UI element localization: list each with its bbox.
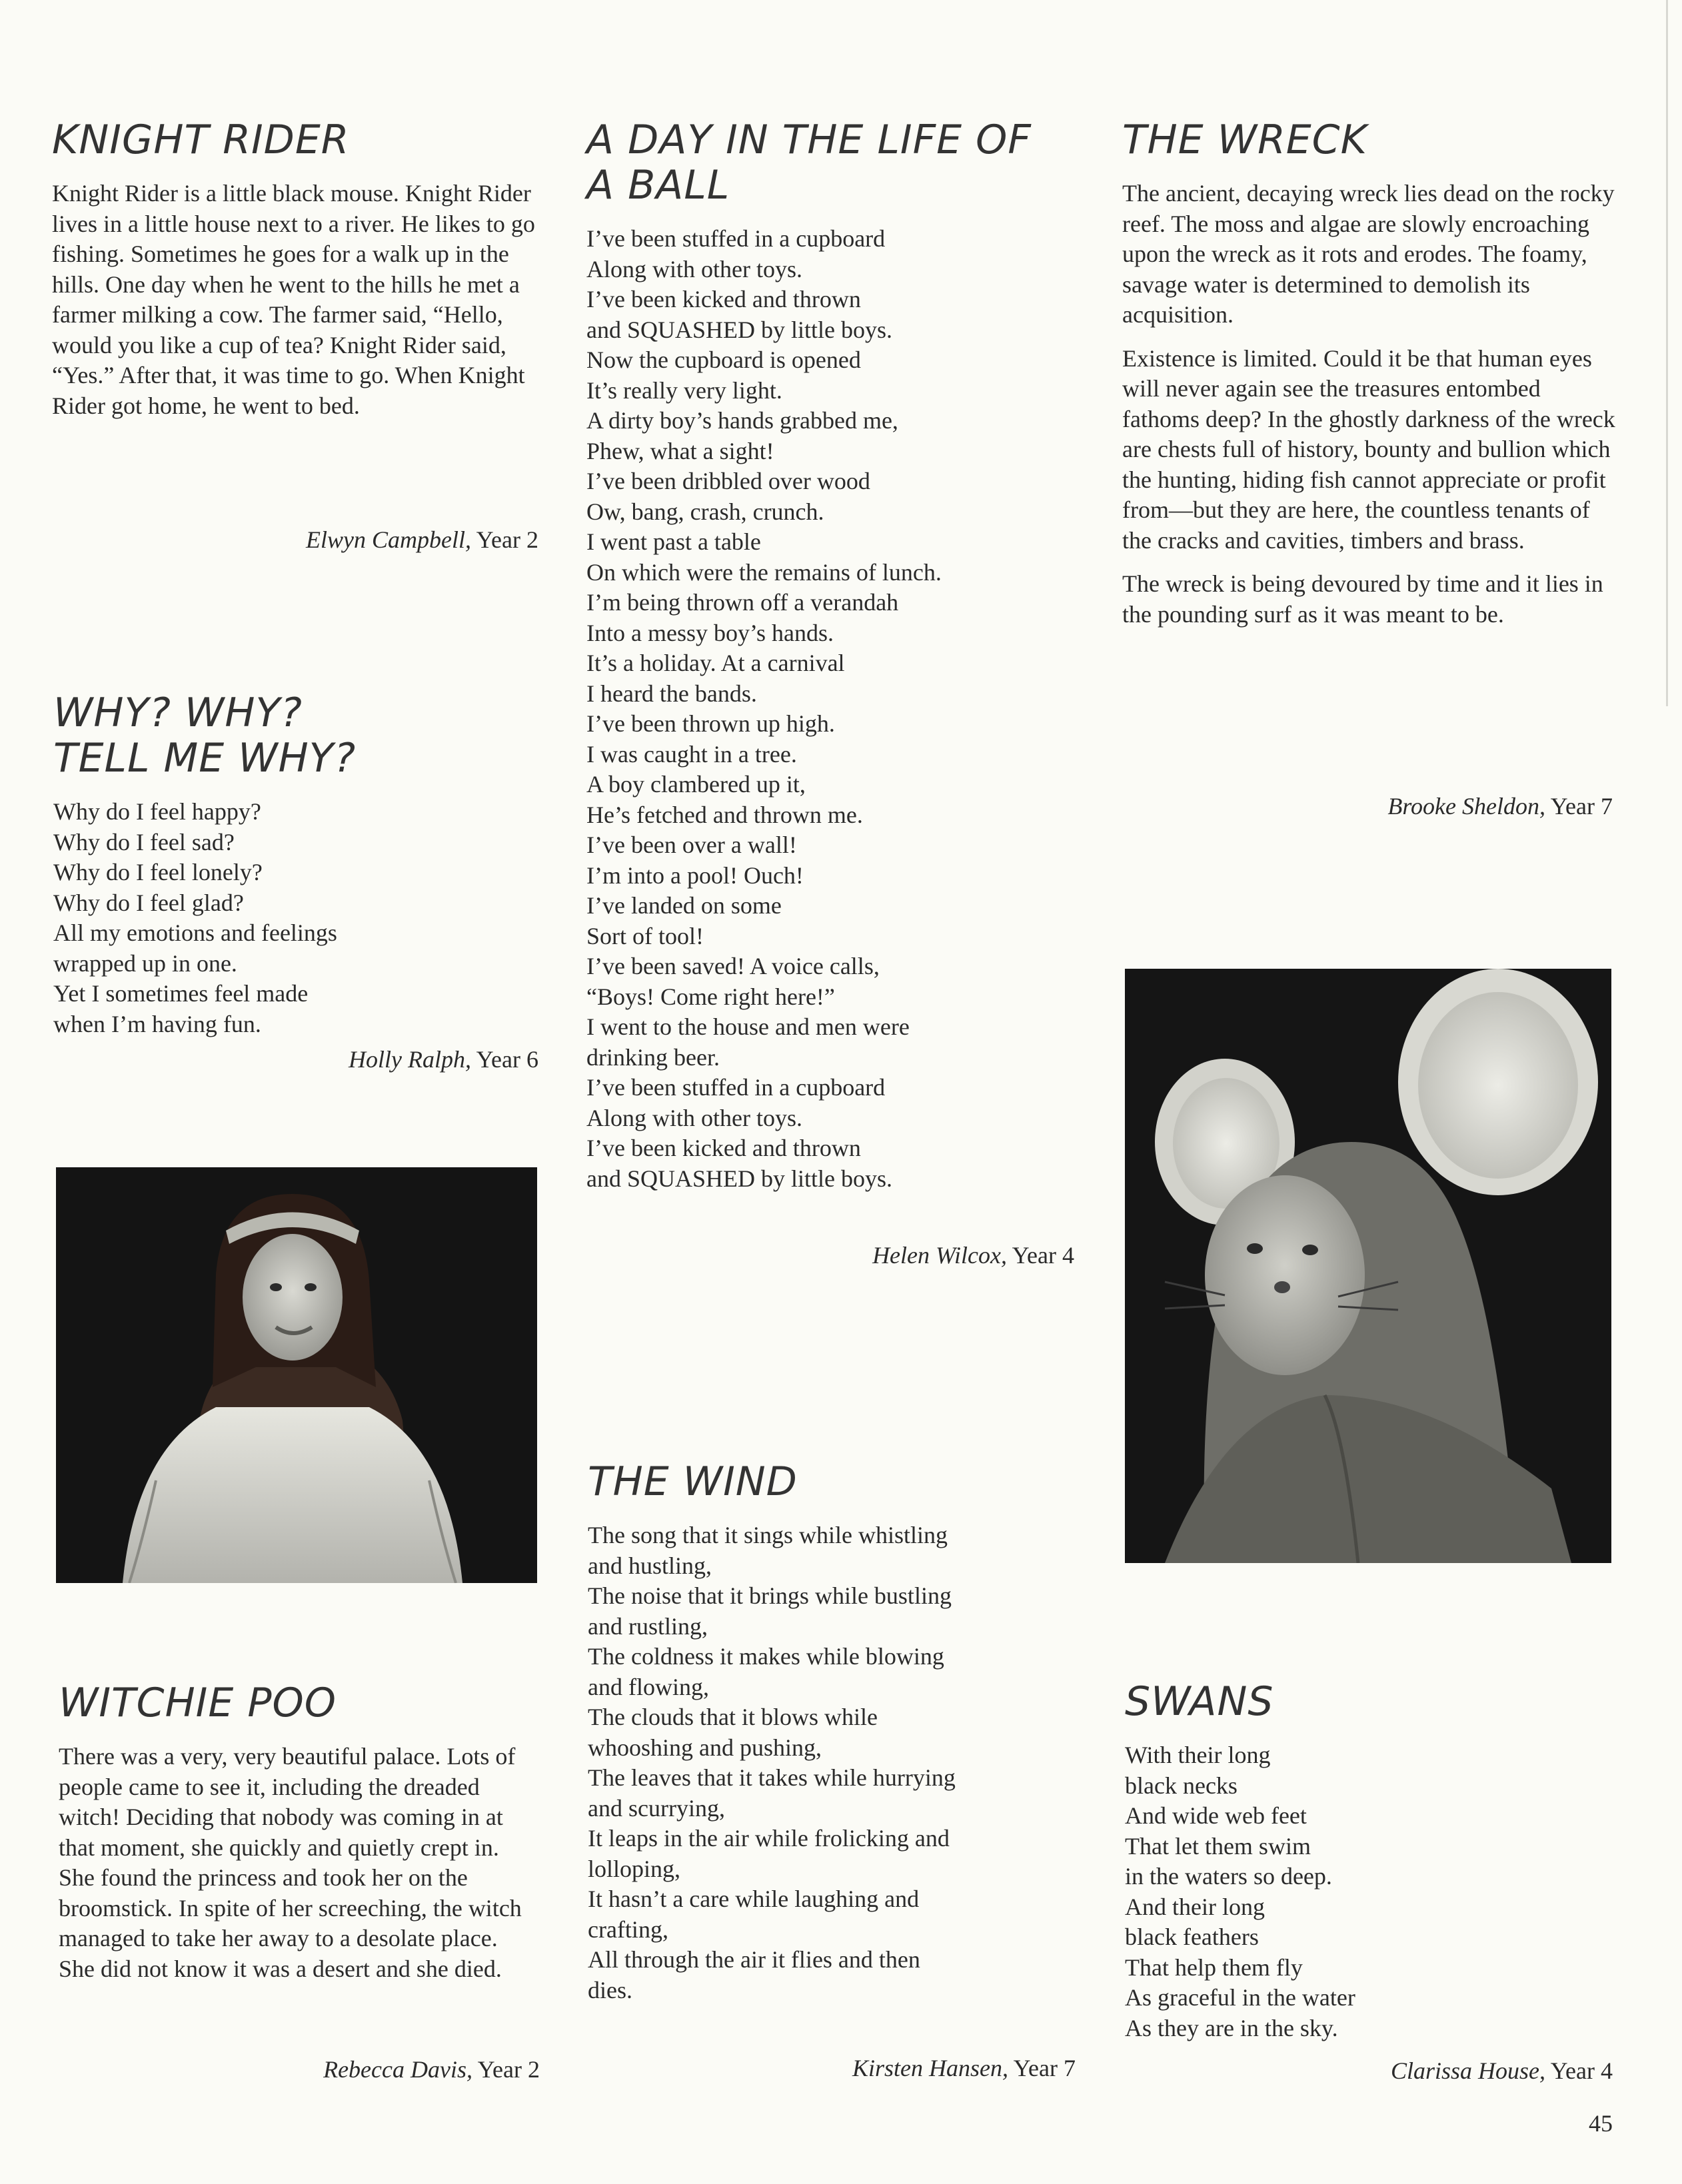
poem-line: when I’m having fun. [53, 1010, 261, 1037]
princess-photo [56, 1167, 537, 1583]
knight-rider-paragraph: Knight Rider is a little black mouse. Knight Rider lives in a little house next to a river. He likes to go fishing. Sometimes he goes for a walk up in the hills. One day when he went to the hills he met a farmer milking a cow. The farmer said, “Hello, would you like a cup of tea? Knight Rider said, “Yes.” After that, it was time to go. When Knight Rider got home, he went to bed. [52, 180, 535, 419]
knight-rider-credit [306, 525, 538, 554]
poem-line: Why do I feel happy? [53, 798, 261, 825]
poem-line: lolloping, [588, 1855, 681, 1882]
witchie-poo-body [59, 1742, 538, 1984]
poem-line: Along with other toys. [586, 1104, 802, 1131]
why-credit [349, 1045, 538, 1074]
knight-rider-year: Year 2 [476, 526, 538, 553]
scan-edge-line [1666, 0, 1668, 706]
poem-line: The song that it sings while whistling [588, 1522, 948, 1548]
poem-line: That help them fly [1125, 1953, 1303, 1981]
poem-line: As graceful in the water [1125, 1984, 1355, 2011]
wreck-paragraph: The wreck is being devoured by time and it lies in the pounding surf as it was meant to be. [1122, 570, 1603, 628]
witchie-poo-paragraph: There was a very, very beautiful palace. Lots of people came to see it, including the dreaded witch! Deciding that nobody was coming in at that moment, she quickly and quietly crept in. She found the princess and took her on the broomstick. In spite of her screeching, the witch managed to take her away to a desolate place. She did not know it was a desert and she died. [59, 1743, 522, 1982]
wreck-title: THE WRECK [1122, 117, 1367, 163]
swans-credit [1391, 2056, 1613, 2085]
poem-line: Why do I feel lonely? [53, 859, 263, 885]
poem-line: Why do I feel sad? [53, 828, 235, 855]
witchie-poo-author: Rebecca Davis, [323, 2056, 472, 2083]
witchie-poo-credit [323, 2055, 540, 2084]
wreck-year: Year 7 [1550, 793, 1613, 819]
poem-line: A boy clambered up it, [586, 771, 806, 798]
wind-credit [852, 2053, 1076, 2083]
witchie-poo-title: WITCHIE POO [59, 1680, 337, 1726]
why-year: Year 6 [476, 1046, 538, 1073]
poem-line: drinking beer. [586, 1043, 720, 1071]
poem-line: A dirty boy’s hands grabbed me, [586, 407, 898, 434]
poem-line: in the waters so deep. [1125, 1863, 1332, 1890]
poem-line: The leaves that it takes while hurrying [588, 1764, 956, 1791]
ball-piece [586, 117, 1093, 1194]
poem-line: I was caught in a tree. [586, 740, 797, 768]
wreck-paragraph: Existence is limited. Could it be that human eyes will never again see the treasures entombed fathoms deep? In the ghostly darkness of the wreck are chests full of history, bounty and bullion which the hunting, hiding fish cannot appreciate or profit from—but they are here, the countless tenants of the cracks and cavities, timbers and brass. [1122, 344, 1615, 554]
poem-line: I’ve landed on some [586, 892, 782, 919]
poem-line: Now the cupboard is opened [586, 346, 861, 373]
witchie-poo-piece [59, 1680, 538, 1997]
poem-line: crafting, [588, 1915, 668, 1943]
poem-line: The clouds that it blows while [588, 1704, 878, 1730]
poem-line: Along with other toys. [586, 255, 802, 282]
why-author: Holly Ralph, [349, 1046, 471, 1073]
poem-line: and scurrying, [588, 1794, 725, 1822]
wind-title: THE WIND [588, 1458, 798, 1505]
poem-line: and SQUASHED by little boys. [586, 316, 892, 343]
poem-line: wrapped up in one. [53, 949, 237, 977]
poem-line: Why do I feel glad? [53, 889, 244, 916]
poem-line: The coldness it makes while blowing [588, 1643, 944, 1670]
wreck-author: Brooke Sheldon, [1387, 793, 1545, 819]
why-title-line1: WHY? WHY? [53, 690, 303, 736]
why-piece [53, 690, 546, 1039]
ball-title-line2: A BALL [586, 162, 730, 209]
poem-line: I’ve been saved! A voice calls, [586, 953, 880, 979]
knight-rider-author: Elwyn Campbell, [306, 526, 471, 553]
swans-poem [1125, 1740, 1618, 2043]
swans-title: SWANS [1125, 1678, 1274, 1725]
poem-line: All my emotions and feelings [53, 919, 337, 946]
poem-line: I’ve been kicked and thrown [586, 286, 861, 312]
knight-rider-body [52, 179, 545, 421]
poem-line: It’s really very light. [586, 376, 782, 404]
poem-line: The noise that it brings while bustling [588, 1582, 952, 1609]
page-number: 45 [1589, 2110, 1613, 2137]
wreck-piece [1122, 117, 1615, 643]
knight-rider-piece [52, 117, 545, 434]
poem-line: With their long [1125, 1742, 1271, 1768]
poem-line: Yet I sometimes feel made [53, 980, 309, 1007]
mouse-costume-photo-image [1125, 969, 1611, 1563]
poem-line: And their long [1125, 1893, 1265, 1920]
wind-piece [588, 1459, 1094, 2005]
wind-year: Year 7 [1013, 2055, 1076, 2081]
wreck-credit [1387, 792, 1613, 821]
ball-title [586, 117, 1093, 208]
swans-author: Clarissa House, [1390, 2057, 1545, 2084]
ball-year: Year 4 [1012, 1242, 1074, 1269]
poem-line: whooshing and pushing, [588, 1734, 822, 1761]
poem-line: Sort of tool! [586, 922, 704, 949]
why-poem [53, 797, 546, 1039]
poem-line: and SQUASHED by little boys. [586, 1165, 892, 1192]
wind-poem [588, 1520, 1094, 2005]
poem-line: black necks [1125, 1772, 1238, 1799]
poem-line: All through the air it flies and then [588, 1946, 920, 1973]
poem-line: As they are in the sky. [1125, 2014, 1338, 2041]
poem-line: It’s a holiday. At a carnival [586, 650, 845, 676]
poem-line: I’ve been stuffed in a cupboard [586, 225, 886, 252]
poem-line: and flowing, [588, 1673, 709, 1700]
poem-line: And wide web feet [1125, 1802, 1307, 1829]
poem-line: He’s fetched and thrown me. [586, 801, 863, 828]
ball-credit [872, 1241, 1074, 1270]
poem-line: Phew, what a sight! [586, 437, 774, 464]
poem-line: “Boys! Come right here!” [586, 983, 835, 1010]
poem-line: and hustling, [588, 1552, 712, 1579]
swans-piece [1125, 1679, 1618, 2043]
poem-line: black feathers [1125, 1923, 1259, 1950]
poem-line: I went past a table [586, 528, 761, 555]
poem-line: I’ve been over a wall! [586, 831, 797, 858]
poem-line: Into a messy boy’s hands. [586, 619, 834, 646]
poem-line: I’ve been kicked and thrown [586, 1135, 861, 1161]
poem-line: I’ve been thrown up high. [586, 710, 835, 737]
swans-year: Year 4 [1550, 2057, 1613, 2084]
mouse-costume-photo [1125, 969, 1611, 1563]
why-title-line2: TELL ME WHY? [53, 735, 357, 782]
witchie-poo-year: Year 2 [477, 2056, 540, 2083]
princess-photo-image [56, 1167, 537, 1583]
why-title [53, 690, 546, 781]
poem-line: I heard the bands. [586, 680, 757, 707]
wind-author: Kirsten Hansen, [852, 2055, 1008, 2081]
poem-line: It leaps in the air while frolicking and [588, 1825, 950, 1852]
poem-line: I’ve been stuffed in a cupboard [586, 1074, 886, 1101]
ball-title-line1: A DAY IN THE LIFE OF [586, 117, 1032, 163]
poem-line: It hasn’t a care while laughing and [588, 1886, 920, 1912]
poem-line: Ow, bang, crash, crunch. [586, 498, 824, 525]
poem-line: I’ve been dribbled over wood [586, 468, 870, 494]
poem-line: That let them swim [1125, 1832, 1311, 1860]
ball-author: Helen Wilcox, [872, 1242, 1007, 1269]
wreck-paragraph: The ancient, decaying wreck lies dead on the rocky reef. The moss and algae are slowly encroaching upon the wreck as it rots and erodes. The foamy, savage water is determined to demolish its acquisition. [1122, 180, 1615, 328]
knight-rider-title: KNIGHT RIDER [52, 117, 350, 163]
poem-line: and rustling, [588, 1612, 708, 1640]
ball-poem [586, 224, 1093, 1194]
poem-line: I’m being thrown off a verandah [586, 589, 899, 616]
wreck-body [1122, 179, 1615, 630]
poem-line: On which were the remains of lunch. [586, 558, 942, 586]
poem-line: dies. [588, 1976, 632, 2003]
poem-line: I’m into a pool! Ouch! [586, 861, 804, 889]
poem-line: I went to the house and men were [586, 1013, 910, 1040]
